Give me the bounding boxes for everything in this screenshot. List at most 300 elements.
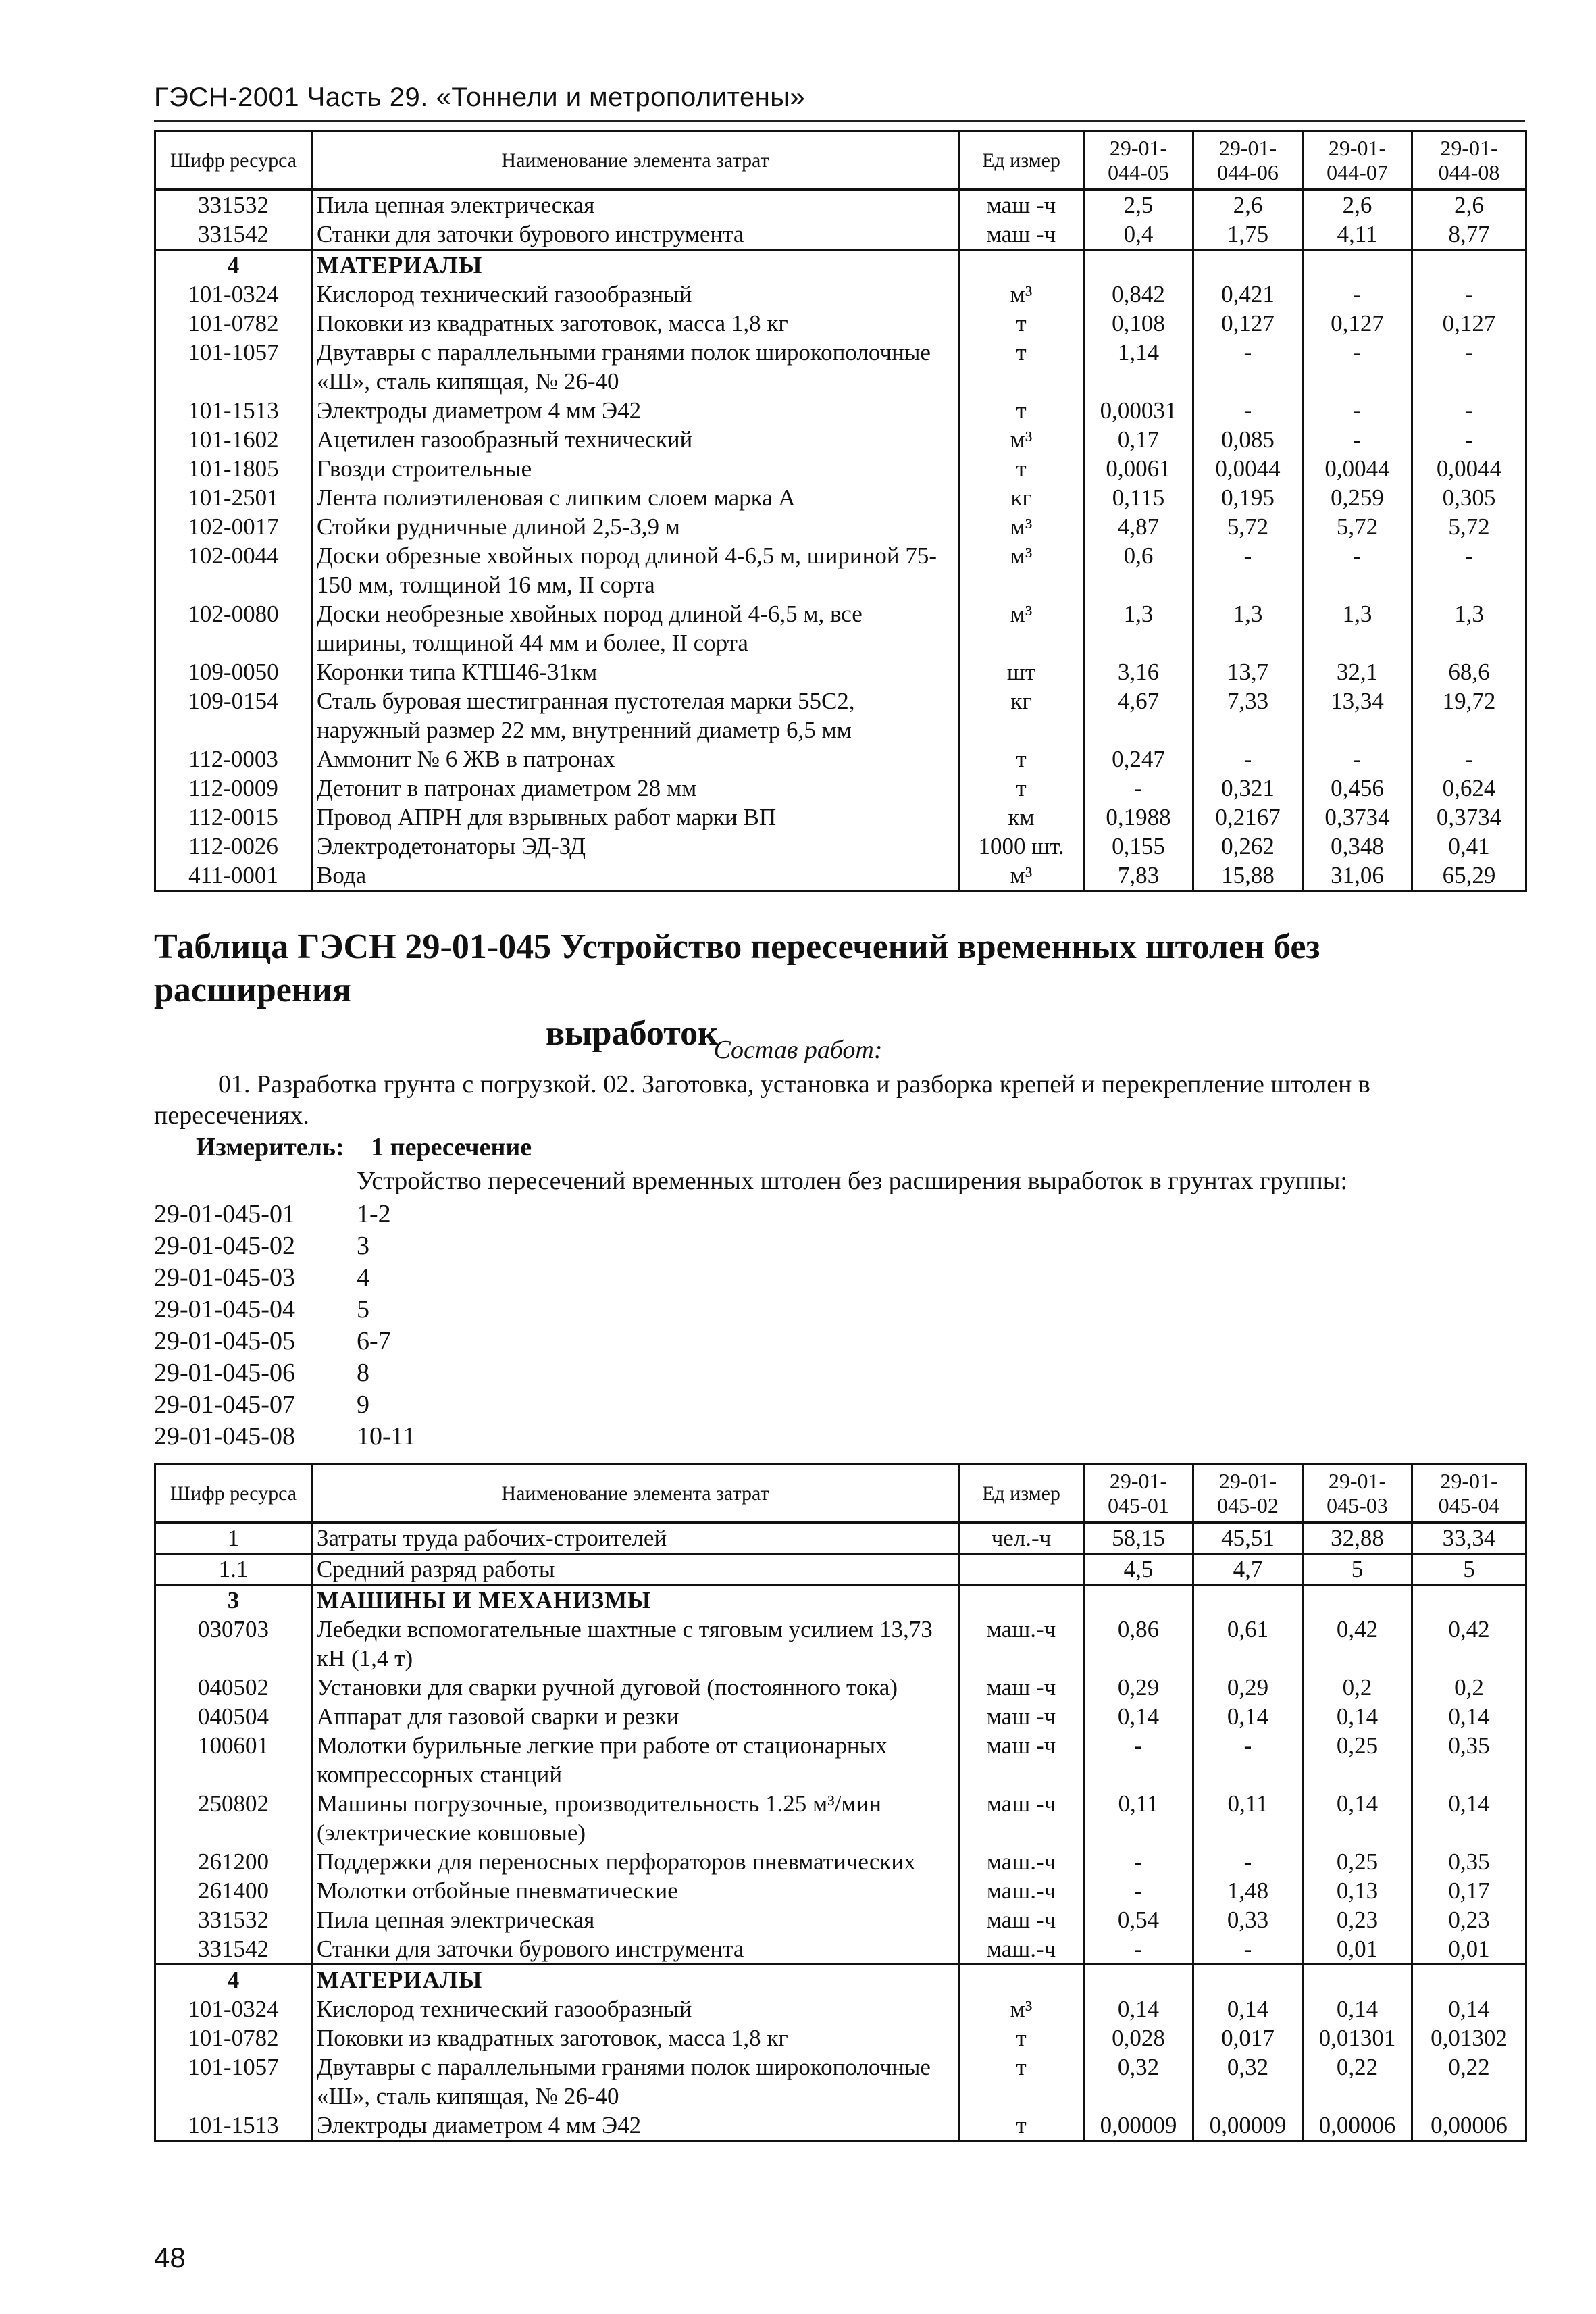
- cost-element-name-cell: Электроды диаметром 4 мм Э42: [312, 396, 959, 425]
- value-cell: 5,72: [1303, 512, 1412, 541]
- value-cell: 0,0044: [1412, 454, 1526, 483]
- resource-code-cell: 1: [155, 1523, 312, 1554]
- meter-value: 1 пересечение: [371, 1133, 532, 1161]
- value-cell: 0,35: [1412, 1847, 1526, 1876]
- value-cell: 0,2167: [1193, 803, 1303, 832]
- value-cell: 0,42: [1412, 1615, 1526, 1673]
- unit-cell: кг: [959, 686, 1084, 745]
- resource-code-cell: 101-1805: [155, 454, 312, 483]
- meter-line: [196, 1132, 532, 1162]
- page-number: 48: [154, 2242, 186, 2273]
- variant-caption: Устройство пересечений временных штолен без расширения выработок в грунтах группы:: [357, 1167, 1347, 1195]
- value-cell: -: [1303, 396, 1412, 425]
- unit-cell: м³: [959, 280, 1084, 309]
- value-cell: 0,0044: [1193, 454, 1303, 483]
- table-section-row: [155, 1585, 1526, 1615]
- value-cell: 0,86: [1084, 1615, 1193, 1673]
- table-row: [155, 1523, 1526, 1554]
- unit-cell: м³: [959, 425, 1084, 454]
- unit-cell: маш -ч: [959, 1702, 1084, 1731]
- value-cell: 0,14: [1084, 1994, 1193, 2023]
- resource-table-045: [154, 1463, 1527, 2142]
- value-cell: 0,247: [1084, 745, 1193, 774]
- resource-code-cell: 102-0044: [155, 541, 312, 599]
- table-row: [155, 220, 1526, 250]
- value-cell: 0,1988: [1084, 803, 1193, 832]
- resource-code-cell: 101-0782: [155, 2023, 312, 2053]
- value-cell: 0,33: [1193, 1905, 1303, 1934]
- value-cell: 33,34: [1412, 1523, 1526, 1554]
- resource-code-cell: 101-0324: [155, 280, 312, 309]
- header-rule: [154, 120, 1525, 122]
- value-cell: [1412, 1585, 1526, 1615]
- resource-code-cell: 4: [155, 1965, 312, 1995]
- value-cell: -: [1193, 338, 1303, 396]
- unit-cell: т: [959, 2053, 1084, 2111]
- table-title-line2: выработок: [546, 1014, 719, 1053]
- resource-code-cell: 101-1513: [155, 2111, 312, 2141]
- table-row: [155, 1905, 1526, 1934]
- value-cell: 0,259: [1303, 483, 1412, 512]
- cost-element-name-cell: Двутавры с параллельными гранями полок широкополочные «Ш», сталь кипящая, № 26-40: [312, 338, 959, 396]
- unit-cell: [959, 250, 1084, 280]
- value-cell: [1303, 1965, 1412, 1995]
- cost-element-name-cell: Двутавры с параллельными гранями полок широкополочные «Ш», сталь кипящая, № 26-40: [312, 2053, 959, 2111]
- resource-code-cell: 101-1602: [155, 425, 312, 454]
- resource-code-cell: 101-1057: [155, 2053, 312, 2111]
- cost-element-name-cell: Электроды диаметром 4 мм Э42: [312, 2111, 959, 2141]
- list-item: [154, 1357, 415, 1389]
- resource-code-cell: 100601: [155, 1731, 312, 1789]
- unit-cell: маш -ч: [959, 1673, 1084, 1702]
- value-cell: 0,842: [1084, 280, 1193, 309]
- table-body: [155, 1523, 1526, 2141]
- variant-code: 29-01-045-05: [154, 1327, 295, 1355]
- resource-code-cell: 331542: [155, 220, 312, 250]
- value-cell: 0,01: [1303, 1934, 1412, 1965]
- value-cell: 0,115: [1084, 483, 1193, 512]
- cost-element-name-cell: Стойки рудничные длиной 2,5-3,9 м: [312, 512, 959, 541]
- unit-cell: м³: [959, 1994, 1084, 2023]
- table-section-row: [155, 1965, 1526, 1995]
- value-cell: 0,2: [1303, 1673, 1412, 1702]
- cost-element-name-cell: Пила цепная электрическая: [312, 1905, 959, 1934]
- unit-cell: м³: [959, 512, 1084, 541]
- value-cell: 0,23: [1303, 1905, 1412, 1934]
- table-header-row: [155, 1464, 1526, 1523]
- variant-code: 29-01-045-03: [154, 1263, 295, 1292]
- value-cell: 2,6: [1193, 190, 1303, 220]
- value-cell: 1,3: [1412, 599, 1526, 657]
- value-cell: -: [1193, 1731, 1303, 1789]
- soil-group: 1-2: [357, 1200, 391, 1228]
- resource-code-cell: 331542: [155, 1934, 312, 1965]
- cost-element-name-cell: Провод АПРН для взрывных работ марки ВП: [312, 803, 959, 832]
- cost-element-name-cell: Доски необрезные хвойных пород длиной 4-6,5 м, все ширины, толщиной 44 мм и более, II сорта: [312, 599, 959, 657]
- value-cell: -: [1303, 541, 1412, 599]
- value-cell: 0,2: [1412, 1673, 1526, 1702]
- composition-text: 01. Разработка грунта с погрузкой. 02. Заготовка, установка и разборка крепей и перекрепление штолен в пересечениях.: [154, 1070, 1370, 1130]
- value-cell: 0,108: [1084, 309, 1193, 338]
- variant-code: 29-01-045-06: [154, 1359, 295, 1387]
- unit-cell: т: [959, 338, 1084, 396]
- resource-code-cell: 1.1: [155, 1554, 312, 1585]
- value-cell: 0,624: [1412, 774, 1526, 803]
- unit-cell: 1000 шт.: [959, 832, 1084, 861]
- meter-label: Измеритель:: [196, 1133, 344, 1161]
- value-cell: 0,321: [1193, 774, 1303, 803]
- header-cost-element-name: Наименование элемента затрат: [312, 1464, 959, 1523]
- value-cell: [1412, 1965, 1526, 1995]
- value-cell: 0,028: [1084, 2023, 1193, 2053]
- resource-code-cell: 101-1513: [155, 396, 312, 425]
- value-cell: 1,14: [1084, 338, 1193, 396]
- value-cell: 0,0061: [1084, 454, 1193, 483]
- unit-cell: м³: [959, 861, 1084, 891]
- table-row: [155, 483, 1526, 512]
- table-row: [155, 1994, 1526, 2023]
- unit-cell: маш -ч: [959, 1731, 1084, 1789]
- value-cell: 0,32: [1193, 2053, 1303, 2111]
- table-row: [155, 1731, 1526, 1789]
- value-cell: [1084, 250, 1193, 280]
- value-cell: 5: [1412, 1554, 1526, 1585]
- soil-group: 9: [357, 1390, 369, 1419]
- value-cell: 0,017: [1193, 2023, 1303, 2053]
- value-cell: 65,29: [1412, 861, 1526, 891]
- variant-code: 29-01-045-04: [154, 1295, 295, 1324]
- value-cell: 0,14: [1193, 1702, 1303, 1731]
- value-cell: 45,51: [1193, 1523, 1303, 1554]
- value-cell: 0,085: [1193, 425, 1303, 454]
- value-cell: 0,13: [1303, 1876, 1412, 1905]
- value-cell: [1193, 1965, 1303, 1995]
- table-row: [155, 2111, 1526, 2141]
- value-cell: 0,25: [1303, 1847, 1412, 1876]
- value-cell: 0,4: [1084, 220, 1193, 250]
- table-row: [155, 861, 1526, 891]
- value-cell: 4,5: [1084, 1554, 1193, 1585]
- value-cell: 0,195: [1193, 483, 1303, 512]
- table-row: [155, 599, 1526, 657]
- list-item: [154, 1230, 415, 1262]
- cost-element-name-cell: Ацетилен газообразный технический: [312, 425, 959, 454]
- resource-code-cell: 030703: [155, 1615, 312, 1673]
- header-unit: Ед измер: [959, 131, 1084, 190]
- value-cell: 32,88: [1303, 1523, 1412, 1554]
- value-cell: 32,1: [1303, 657, 1412, 686]
- header-norm-code: 29-01- 045-04: [1412, 1464, 1526, 1523]
- value-cell: 0,00006: [1412, 2111, 1526, 2141]
- value-cell: [1193, 1585, 1303, 1615]
- variant-code: 29-01-045-08: [154, 1422, 295, 1451]
- value-cell: 0,29: [1084, 1673, 1193, 1702]
- table-row: [155, 774, 1526, 803]
- cost-element-name-cell: Коронки типа КТШ46-31км: [312, 657, 959, 686]
- cost-element-name-cell: Пила цепная электрическая: [312, 190, 959, 220]
- header-norm-code: 29-01- 045-03: [1303, 1464, 1412, 1523]
- resource-code-cell: 250802: [155, 1789, 312, 1847]
- value-cell: 7,33: [1193, 686, 1303, 745]
- table-section-row: [155, 250, 1526, 280]
- value-cell: 0,127: [1303, 309, 1412, 338]
- resource-code-cell: 109-0154: [155, 686, 312, 745]
- cost-element-name-cell: Средний разряд работы: [312, 1554, 959, 1585]
- resource-code-cell: 4: [155, 250, 312, 280]
- value-cell: 4,11: [1303, 220, 1412, 250]
- cost-element-name-cell: Поддержки для переносных перфораторов пневматических: [312, 1847, 959, 1876]
- value-cell: 0,29: [1193, 1673, 1303, 1702]
- cost-element-name-cell: Станки для заточки бурового инструмента: [312, 220, 959, 250]
- cost-element-name-cell: Лебедки вспомогательные шахтные с тяговым усилием 13,73 кН (1,4 т): [312, 1615, 959, 1673]
- unit-cell: [959, 1965, 1084, 1995]
- table-row: [155, 1934, 1526, 1965]
- value-cell: 0,00031: [1084, 396, 1193, 425]
- value-cell: 1,3: [1193, 599, 1303, 657]
- unit-cell: маш -ч: [959, 220, 1084, 250]
- unit-cell: маш.-ч: [959, 1934, 1084, 1965]
- value-cell: 2,5: [1084, 190, 1193, 220]
- value-cell: 0,155: [1084, 832, 1193, 861]
- table-row: [155, 1876, 1526, 1905]
- value-cell: 0,17: [1084, 425, 1193, 454]
- value-cell: 31,06: [1303, 861, 1412, 891]
- value-cell: 0,3734: [1303, 803, 1412, 832]
- value-cell: -: [1193, 745, 1303, 774]
- value-cell: -: [1193, 1934, 1303, 1965]
- unit-cell: т: [959, 454, 1084, 483]
- unit-cell: маш -ч: [959, 190, 1084, 220]
- unit-cell: т: [959, 2023, 1084, 2053]
- soil-group: 8: [357, 1359, 369, 1387]
- value-cell: 2,6: [1303, 190, 1412, 220]
- resource-code-cell: 331532: [155, 1905, 312, 1934]
- value-cell: 2,6: [1412, 190, 1526, 220]
- value-cell: 0,32: [1084, 2053, 1193, 2111]
- value-cell: 0,305: [1412, 483, 1526, 512]
- section-title-cell: МАТЕРИАЛЫ: [312, 250, 959, 280]
- cost-element-name-cell: Электродетонаторы ЭД-ЗД: [312, 832, 959, 861]
- value-cell: [1193, 250, 1303, 280]
- table-row: [155, 1615, 1526, 1673]
- value-cell: 1,75: [1193, 220, 1303, 250]
- resource-code-cell: 040502: [155, 1673, 312, 1702]
- header-norm-code: 29-01- 044-06: [1193, 131, 1303, 190]
- unit-cell: т: [959, 396, 1084, 425]
- running-header: ГЭСН-2001 Часть 29. «Тоннели и метрополитены»: [154, 82, 806, 112]
- resource-code-cell: 102-0017: [155, 512, 312, 541]
- value-cell: -: [1412, 425, 1526, 454]
- value-cell: 0,23: [1412, 1905, 1526, 1934]
- list-item: [154, 1199, 415, 1230]
- resource-code-cell: 040504: [155, 1702, 312, 1731]
- unit-cell: маш.-ч: [959, 1876, 1084, 1905]
- value-cell: 0,14: [1303, 1702, 1412, 1731]
- value-cell: -: [1303, 338, 1412, 396]
- unit-cell: [959, 1585, 1084, 1615]
- table-row: [155, 2053, 1526, 2111]
- value-cell: 0,35: [1412, 1731, 1526, 1789]
- value-cell: 0,61: [1193, 1615, 1303, 1673]
- value-cell: 15,88: [1193, 861, 1303, 891]
- value-cell: -: [1084, 1731, 1193, 1789]
- resource-code-cell: 261400: [155, 1876, 312, 1905]
- unit-cell: т: [959, 745, 1084, 774]
- resource-code-cell: 102-0080: [155, 599, 312, 657]
- soil-group: 4: [357, 1263, 369, 1292]
- value-cell: -: [1084, 1847, 1193, 1876]
- resource-code-cell: 101-1057: [155, 338, 312, 396]
- cost-element-name-cell: Молотки отбойные пневматические: [312, 1876, 959, 1905]
- value-cell: [1084, 1965, 1193, 1995]
- value-cell: 0,14: [1303, 1789, 1412, 1847]
- resource-code-cell: 411-0001: [155, 861, 312, 891]
- resource-code-cell: 112-0003: [155, 745, 312, 774]
- table-row: [155, 1554, 1526, 1585]
- cost-element-name-cell: Поковки из квадратных заготовок, масса 1,8 кг: [312, 309, 959, 338]
- table-row: [155, 425, 1526, 454]
- cost-element-name-cell: Затраты труда рабочих-строителей: [312, 1523, 959, 1554]
- table-row: [155, 2023, 1526, 2053]
- table-row: [155, 309, 1526, 338]
- unit-cell: м³: [959, 541, 1084, 599]
- list-item: [154, 1262, 415, 1294]
- value-cell: 0,11: [1193, 1789, 1303, 1847]
- value-cell: 0,262: [1193, 832, 1303, 861]
- table-row: [155, 396, 1526, 425]
- value-cell: 0,456: [1303, 774, 1412, 803]
- cost-element-name-cell: Вода: [312, 861, 959, 891]
- value-cell: 0,00009: [1193, 2111, 1303, 2141]
- header-resource-code: Шифр ресурса: [155, 1464, 312, 1523]
- unit-cell: м³: [959, 599, 1084, 657]
- value-cell: 0,22: [1412, 2053, 1526, 2111]
- value-cell: 0,00006: [1303, 2111, 1412, 2141]
- unit-cell: т: [959, 2111, 1084, 2141]
- list-item: [154, 1294, 415, 1326]
- cost-element-name-cell: Молотки бурильные легкие при работе от стационарных компрессорных станций: [312, 1731, 959, 1789]
- value-cell: -: [1084, 1934, 1193, 1965]
- cost-element-name-cell: Аммонит № 6 ЖВ в патронах: [312, 745, 959, 774]
- cost-element-name-cell: Детонит в патронах диаметром 28 мм: [312, 774, 959, 803]
- table-row: [155, 541, 1526, 599]
- table-row: [155, 832, 1526, 861]
- table-row: [155, 657, 1526, 686]
- value-cell: 0,0044: [1303, 454, 1412, 483]
- header-norm-code: 29-01- 045-02: [1193, 1464, 1303, 1523]
- header-cost-element-name: Наименование элемента затрат: [312, 131, 959, 190]
- value-cell: 68,6: [1412, 657, 1526, 686]
- cost-element-name-cell: Кислород технический газообразный: [312, 280, 959, 309]
- unit-cell: маш -ч: [959, 1789, 1084, 1847]
- value-cell: 0,6: [1084, 541, 1193, 599]
- value-cell: 0,14: [1084, 1702, 1193, 1731]
- table-row: [155, 1847, 1526, 1876]
- cost-element-name-cell: Машины погрузочные, производительность 1.25 м³/мин (электрические ковшовые): [312, 1789, 959, 1847]
- value-cell: 0,348: [1303, 832, 1412, 861]
- unit-cell: т: [959, 309, 1084, 338]
- value-cell: 0,01301: [1303, 2023, 1412, 2053]
- value-cell: 58,15: [1084, 1523, 1193, 1554]
- value-cell: 0,127: [1412, 309, 1526, 338]
- value-cell: 13,7: [1193, 657, 1303, 686]
- value-cell: 0,14: [1412, 1994, 1526, 2023]
- resource-table-044: [154, 130, 1527, 892]
- header-unit: Ед измер: [959, 1464, 1084, 1523]
- value-cell: 0,01: [1412, 1934, 1526, 1965]
- resource-code-cell: 112-0015: [155, 803, 312, 832]
- unit-cell: км: [959, 803, 1084, 832]
- soil-group: 10-11: [357, 1422, 416, 1451]
- value-cell: 0,14: [1412, 1789, 1526, 1847]
- value-cell: 0,17: [1412, 1876, 1526, 1905]
- list-item: [154, 1326, 415, 1357]
- resource-code-cell: 3: [155, 1585, 312, 1615]
- value-cell: 4,87: [1084, 512, 1193, 541]
- value-cell: -: [1303, 425, 1412, 454]
- value-cell: 0,3734: [1412, 803, 1526, 832]
- value-cell: 0,00009: [1084, 2111, 1193, 2141]
- table-row: [155, 745, 1526, 774]
- value-cell: 8,77: [1412, 220, 1526, 250]
- resource-code-cell: 112-0026: [155, 832, 312, 861]
- value-cell: -: [1412, 280, 1526, 309]
- resource-code-cell: 112-0009: [155, 774, 312, 803]
- value-cell: 0,14: [1303, 1994, 1412, 2023]
- soil-group: 3: [357, 1232, 369, 1260]
- table-row: [155, 686, 1526, 745]
- table-row: [155, 1673, 1526, 1702]
- value-cell: 0,11: [1084, 1789, 1193, 1847]
- cost-element-name-cell: Установки для сварки ручной дуговой (постоянного тока): [312, 1673, 959, 1702]
- header-norm-code: 29-01- 044-07: [1303, 131, 1412, 190]
- table-row: [155, 338, 1526, 396]
- unit-cell: маш.-ч: [959, 1615, 1084, 1673]
- cost-element-name-cell: Сталь буровая шестигранная пустотелая марки 55С2, наружный размер 22 мм, внутренний диаметр 6,5 мм: [312, 686, 959, 745]
- value-cell: -: [1412, 745, 1526, 774]
- table-body: [155, 190, 1526, 891]
- unit-cell: [959, 1554, 1084, 1585]
- value-cell: -: [1193, 1847, 1303, 1876]
- resource-code-cell: 109-0050: [155, 657, 312, 686]
- variant-list: [154, 1199, 415, 1453]
- resource-code-cell: 101-2501: [155, 483, 312, 512]
- value-cell: -: [1084, 774, 1193, 803]
- cost-element-name-cell: Станки для заточки бурового инструмента: [312, 1934, 959, 1965]
- value-cell: 13,34: [1303, 686, 1412, 745]
- unit-cell: шт: [959, 657, 1084, 686]
- cost-element-name-cell: Доски обрезные хвойных пород длиной 4-6,5 м, шириной 75-150 мм, толщиной 16 мм, II сорта: [312, 541, 959, 599]
- section-title-cell: МАТЕРИАЛЫ: [312, 1965, 959, 1995]
- resource-code-cell: 331532: [155, 190, 312, 220]
- value-cell: 0,54: [1084, 1905, 1193, 1934]
- value-cell: 5,72: [1412, 512, 1526, 541]
- table-row: [155, 803, 1526, 832]
- value-cell: 1,3: [1303, 599, 1412, 657]
- cost-element-name-cell: Аппарат для газовой сварки и резки: [312, 1702, 959, 1731]
- value-cell: 5: [1303, 1554, 1412, 1585]
- value-cell: 4,7: [1193, 1554, 1303, 1585]
- value-cell: -: [1412, 338, 1526, 396]
- value-cell: -: [1412, 396, 1526, 425]
- list-item: [154, 1421, 415, 1453]
- value-cell: 0,01302: [1412, 2023, 1526, 2053]
- table-row: [155, 190, 1526, 220]
- soil-group: 6-7: [357, 1327, 391, 1355]
- value-cell: -: [1303, 280, 1412, 309]
- cost-element-name-cell: Поковки из квадратных заготовок, масса 1,8 кг: [312, 2023, 959, 2053]
- soil-group: 5: [357, 1295, 369, 1324]
